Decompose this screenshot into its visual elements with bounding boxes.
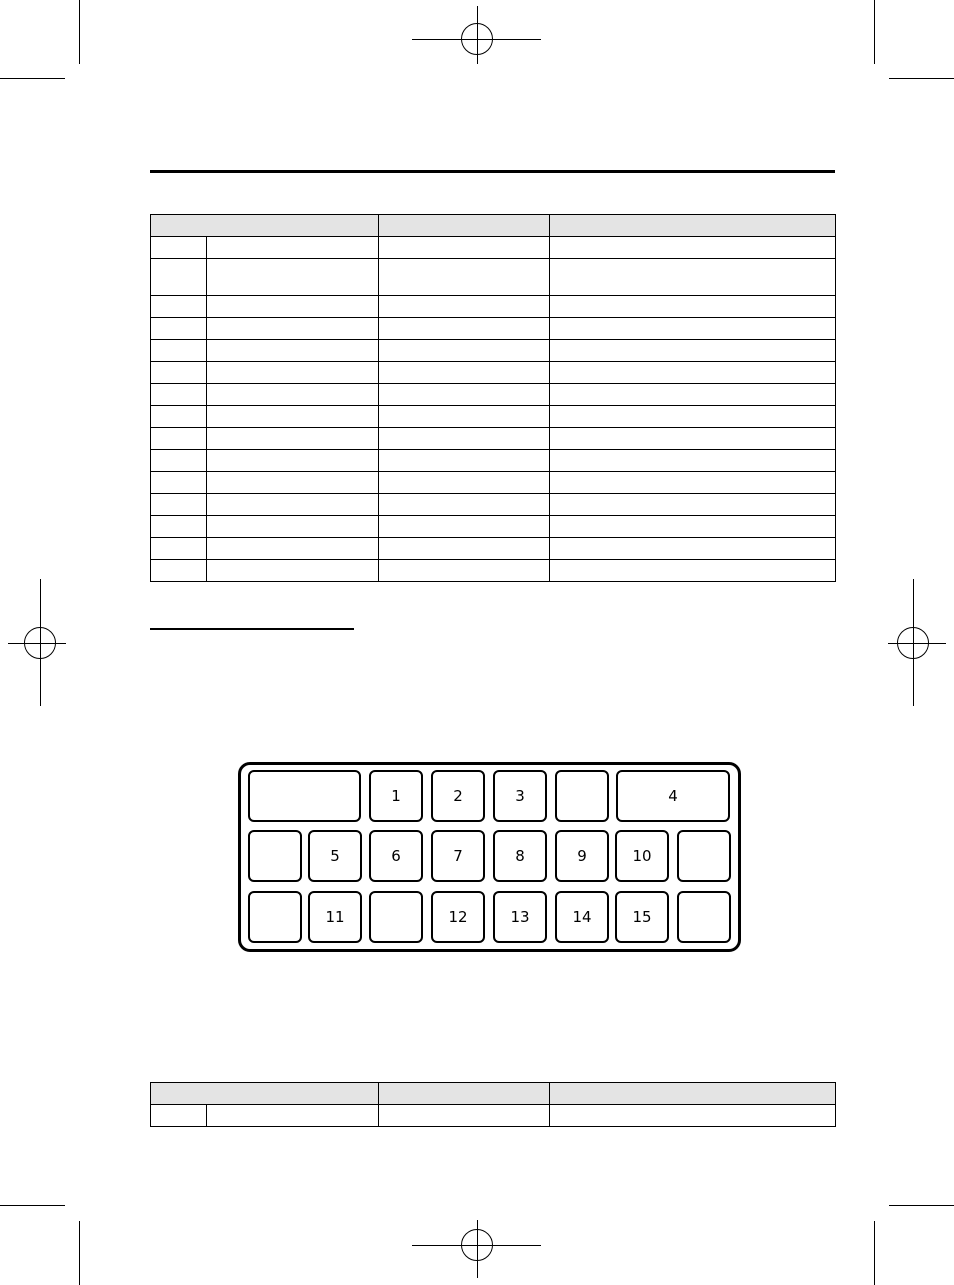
crop-mark xyxy=(874,0,875,64)
fuse-table xyxy=(150,214,836,582)
crop-mark xyxy=(0,1205,65,1206)
crop-mark xyxy=(889,78,954,79)
table-row xyxy=(151,538,836,560)
table-row xyxy=(151,516,836,538)
registration-circle xyxy=(461,1229,493,1261)
fuse-slot: 8 xyxy=(493,830,547,882)
table-row xyxy=(151,362,836,384)
table-header-row xyxy=(151,1083,836,1105)
section-underline xyxy=(150,628,354,630)
heading-rule xyxy=(150,170,835,173)
fuse-slot: 2 xyxy=(431,770,485,822)
fuse-table-bottom xyxy=(150,1082,836,1127)
fuse-slot: 11 xyxy=(308,891,362,943)
fuse-slot: 1 xyxy=(369,770,423,822)
crop-mark xyxy=(889,1205,954,1206)
fuse-slot: 5 xyxy=(308,830,362,882)
table-row xyxy=(151,296,836,318)
fuse-slot: 15 xyxy=(615,891,669,943)
table-row xyxy=(151,237,836,259)
registration-circle xyxy=(897,627,929,659)
table-row xyxy=(151,406,836,428)
fuse-slot: 6 xyxy=(369,830,423,882)
registration-circle xyxy=(24,627,56,659)
fuse-slot: 13 xyxy=(493,891,547,943)
table-row xyxy=(151,450,836,472)
table-header-row xyxy=(151,215,836,237)
table-row xyxy=(151,494,836,516)
crop-mark xyxy=(874,1221,875,1285)
fuse-slot: 9 xyxy=(555,830,609,882)
fuse-slot xyxy=(248,891,302,943)
table-row xyxy=(151,560,836,582)
crop-mark xyxy=(79,1221,80,1285)
crop-mark xyxy=(79,0,80,64)
fuse-slot xyxy=(248,830,302,882)
table-row xyxy=(151,472,836,494)
fuse-slot xyxy=(369,891,423,943)
table-row xyxy=(151,259,836,296)
fuse-slot: 3 xyxy=(493,770,547,822)
fuse-slot xyxy=(248,770,361,822)
fuse-slot: 7 xyxy=(431,830,485,882)
table-row xyxy=(151,340,836,362)
fuse-slot xyxy=(677,830,731,882)
crop-mark xyxy=(0,78,65,79)
registration-circle xyxy=(461,23,493,55)
fuse-slot xyxy=(677,891,731,943)
table-row xyxy=(151,1105,836,1127)
fuse-slot: 14 xyxy=(555,891,609,943)
fuse-slot: 4 xyxy=(616,770,730,822)
fuse-slot: 10 xyxy=(615,830,669,882)
fuse-slot xyxy=(555,770,609,822)
fuse-slot: 12 xyxy=(431,891,485,943)
table-row xyxy=(151,428,836,450)
table-row xyxy=(151,384,836,406)
table-row xyxy=(151,318,836,340)
